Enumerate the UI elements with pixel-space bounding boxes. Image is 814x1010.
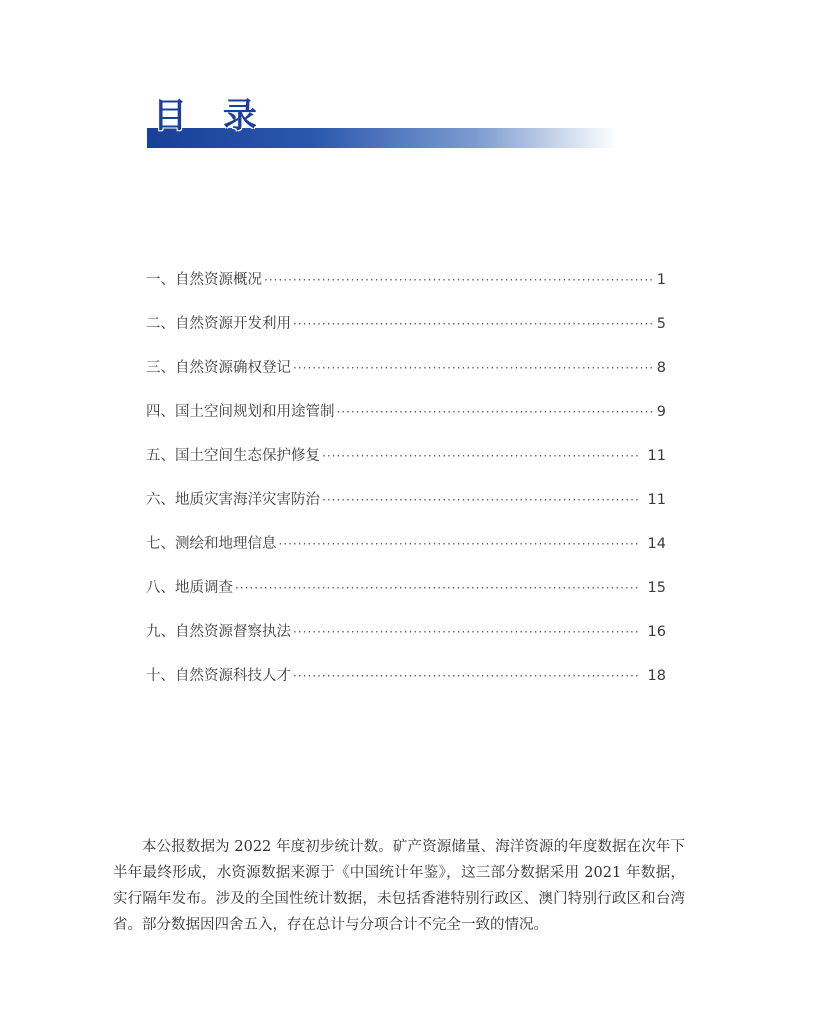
- toc-item-label: 七、测绘和地理信息: [146, 536, 277, 552]
- toc-dot-leader: [322, 449, 638, 463]
- toc-header: [147, 96, 617, 148]
- toc-item-label: 八、地质调查: [146, 580, 233, 596]
- toc-item-label: 三、自然资源确权登记: [146, 360, 291, 376]
- toc-item-page: 18: [647, 668, 666, 684]
- toc-item-label: 五、国土空间生态保护修复: [146, 448, 320, 464]
- toc-item-page: 5: [656, 316, 666, 332]
- toc-item-label: 四、国土空间规划和用途管制: [146, 404, 335, 420]
- toc-item-page: 8: [656, 360, 666, 376]
- toc-item-label: 九、自然资源督察执法: [146, 624, 291, 640]
- toc-item[interactable]: [146, 488, 666, 532]
- data-note-paragraph: 本公报数据为 2022 年度初步统计数。矿产资源储量、海洋资源的年度数据在次年下半年最终形成，水资源数据来源于《中国统计年鉴》，这三部分数据采用 2021 年数据，实行隔年发布。涉及的全国性统计数据，未包括香港特别行政区、澳门特别行政区和台湾省。部分数据因四舍五入，存在总计与分项合计不完全一致的情况。: [113, 838, 685, 933]
- toc-item[interactable]: [146, 312, 666, 356]
- toc-item-page: 14: [647, 536, 666, 552]
- toc-dot-leader: [293, 625, 638, 639]
- toc-item-page: 11: [647, 492, 666, 508]
- toc-item-label: 一、自然资源概况: [146, 272, 262, 288]
- toc-dot-leader: [322, 493, 638, 507]
- toc-dot-leader: [337, 405, 655, 419]
- toc-item-label: 六、地质灾害海洋灾害防治: [146, 492, 320, 508]
- toc-item-page: 9: [656, 404, 666, 420]
- toc-item-page: 15: [647, 580, 666, 596]
- toc-item[interactable]: [146, 268, 666, 312]
- toc-dot-leader: [279, 537, 639, 551]
- toc-item[interactable]: [146, 356, 666, 400]
- toc-dot-leader: [293, 361, 655, 375]
- toc-item[interactable]: [146, 444, 666, 488]
- toc-item-page: 1: [656, 272, 666, 288]
- toc-item[interactable]: [146, 400, 666, 444]
- toc-item-page: 16: [647, 624, 666, 640]
- toc-dot-leader: [235, 581, 638, 595]
- toc-item[interactable]: [146, 664, 666, 708]
- toc-dot-leader: [293, 317, 655, 331]
- table-of-contents: [146, 268, 666, 708]
- toc-item-label: 二、自然资源开发利用: [146, 316, 291, 332]
- toc-item[interactable]: [146, 576, 666, 620]
- toc-dot-leader: [264, 273, 655, 287]
- toc-item[interactable]: [146, 620, 666, 664]
- page-title: 目 录: [153, 96, 269, 136]
- toc-item-page: 11: [647, 448, 666, 464]
- toc-item[interactable]: [146, 532, 666, 576]
- toc-dot-leader: [293, 669, 638, 683]
- toc-item-label: 十、自然资源科技人才: [146, 668, 291, 684]
